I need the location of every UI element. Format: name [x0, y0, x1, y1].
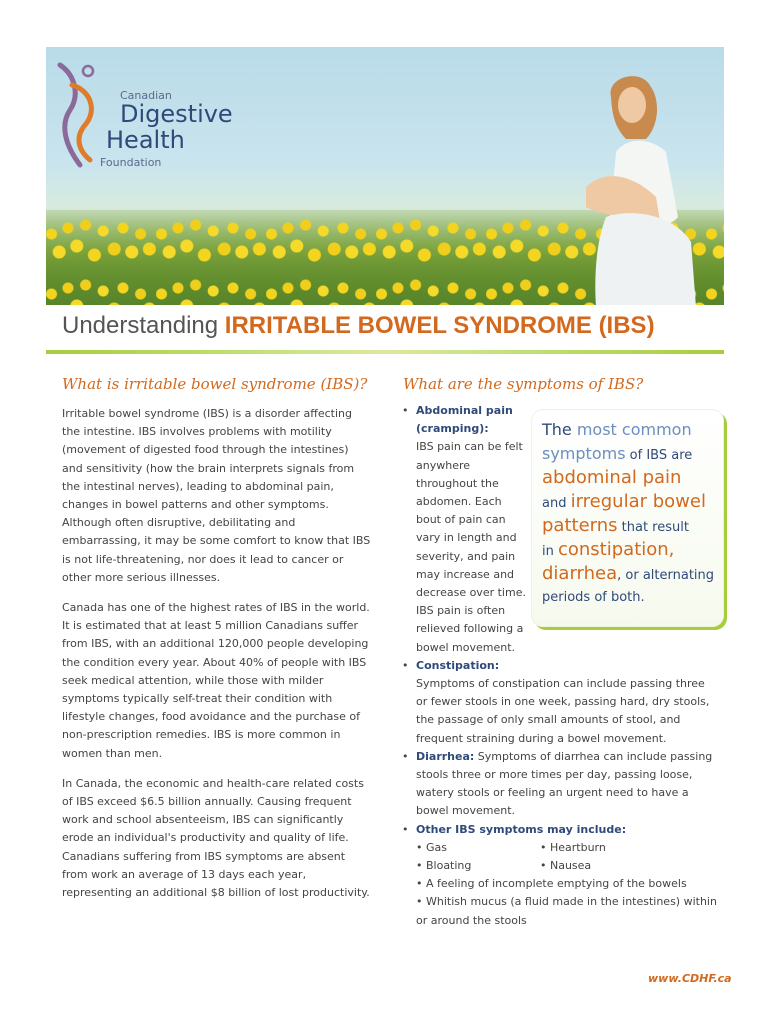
other-heartburn: • Heartburn: [540, 840, 606, 854]
callout-w10: constipation, diarrhea: [542, 539, 675, 584]
callout-w2: most common: [576, 420, 692, 439]
callout-w4: of IBS are: [625, 448, 693, 463]
constipation-text: Symptoms of constipation can include passing three or fewer stools in one week, passing hard, dry stools, the passage of only small amounts of stool, and frequent straining during a bowel movement.: [416, 677, 710, 745]
callout-w11: , or alternating periods of both.: [542, 568, 715, 605]
logo-figure-icon: [50, 55, 110, 170]
cdhf-logo: [50, 55, 250, 175]
other-mucus: • Whitish mucus (a fluid made in the intestines) within or around the stools: [416, 895, 717, 927]
left-paragraph-1: Irritable bowel syndrome (IBS) is a disorder affecting the intestine. IBS involves problems with motility (movement of digested food through the intestines) and sensitivity (how the brain interprets signals from the intestinal nerves), leading to abdominal pain, changes in bowel patterns and other symptoms. Although often disruptive, debilitating and embarrassing, it may be some comfort to know that IBS is not life-threatening, nor does it lead to cancer or other more serious illnesses.: [62, 407, 371, 584]
callout-text: [542, 419, 722, 609]
title-understanding: Understanding: [62, 312, 225, 339]
logo-digestive: Digestive: [120, 100, 233, 128]
callout-w1: The: [542, 420, 577, 439]
other-title: Other IBS symptoms may include:: [416, 822, 627, 836]
title-ibs: IRRITABLE BOWEL SYNDROME (IBS): [224, 312, 655, 339]
left-column: [62, 405, 372, 914]
symptom-abdominal-pain: • Abdominal pain (cramping): IBS pain can be felt anywhere throughout the abdomen. Each bout of pain can vary in length and severity, and pain may increase and decrease over time. IBS pain is often relieved following a bowel movement.: [398, 402, 718, 657]
logo-foundation: Foundation: [100, 156, 162, 169]
callout-w7: irregular bowel patterns: [542, 491, 706, 536]
symptom-constipation: • Constipation: Symptoms of constipation can include passing three or fewer stools in one week, passing hard, dry stools, the passage of only small amounts of stool, and frequent straining during a bowel movement.: [398, 657, 718, 748]
diarrhea-title: Diarrhea:: [416, 749, 475, 763]
symptom-diarrhea: • Diarrhea: Symptoms of diarrhea can include passing stools three or more times per day, passing loose, watery stools or feeling an urgent need to have a bowel movement.: [402, 749, 713, 818]
abdominal-pain-title: Abdominal pain (cramping):: [416, 404, 513, 436]
callout-w9: in: [542, 544, 558, 559]
page-title: [62, 311, 655, 340]
callout-w8: that result: [617, 520, 689, 535]
logo-canadian: Canadian: [120, 89, 172, 102]
other-incomplete: • A feeling of incomplete emptying of the bowels: [416, 877, 687, 891]
diarrhea-text: Symptoms of diarrhea can include passing stools three or more times per day, passing loose, watery stools or feeling an urgent need to have a bowel movement.: [416, 749, 713, 818]
left-paragraph-3: In Canada, the economic and health-care related costs of IBS exceed $6.5 billion annually. Causing frequent work and school absenteeism, IBS can significantly erode an individual's productivity and quality of life. Canadians suffering from IBS symptoms are absent from work an average of 13 days each year, representing an additional $8 billion of lost productivity.: [62, 776, 370, 900]
right-heading: What are the symptoms of IBS?: [403, 375, 644, 393]
symptom-other: • Other IBS symptoms may include: • Gas • Heartburn • Bloating • Nausea • A feeling of incomplete emptying of the bowels • Whitish mucus (a fluid made in the intestines) within or around the stools: [398, 821, 718, 930]
footer-url[interactable]: www.CDHF.ca: [648, 972, 732, 985]
callout-box: [531, 409, 724, 627]
other-bloating: • Bloating: [416, 859, 472, 873]
constipation-title: Constipation:: [416, 658, 500, 672]
abdominal-pain-text: IBS pain can be felt anywhere throughout the abdomen. Each bout of pain can vary in length and severity, and pain may increase and decrease over time. IBS pain is often relieved following a bowel movement.: [416, 440, 526, 654]
other-gas: • Gas: [416, 840, 447, 854]
callout-w3: symptoms: [542, 444, 626, 463]
left-heading: What is irritable bowel syndrome (IBS)?: [62, 375, 368, 393]
woman-figure: [566, 67, 716, 305]
callout-w5: abdominal pain: [542, 467, 682, 488]
logo-health: Health: [106, 126, 185, 154]
left-paragraph-2: Canada has one of the highest rates of IBS in the world. It is estimated that at least 5 million Canadians suffer from IBS, with an additional 120,000 people developing the condition every year. About 40% of people with IBS seek medical attention, while those with milder symptoms typically self-treat their condition with lifestyle changes, food avoidance and the purchase of non-prescription remedies. IBS is more common in women than men.: [62, 601, 370, 760]
title-divider: [46, 350, 724, 354]
callout-w6: and: [542, 496, 571, 511]
other-nausea: • Nausea: [540, 859, 592, 873]
